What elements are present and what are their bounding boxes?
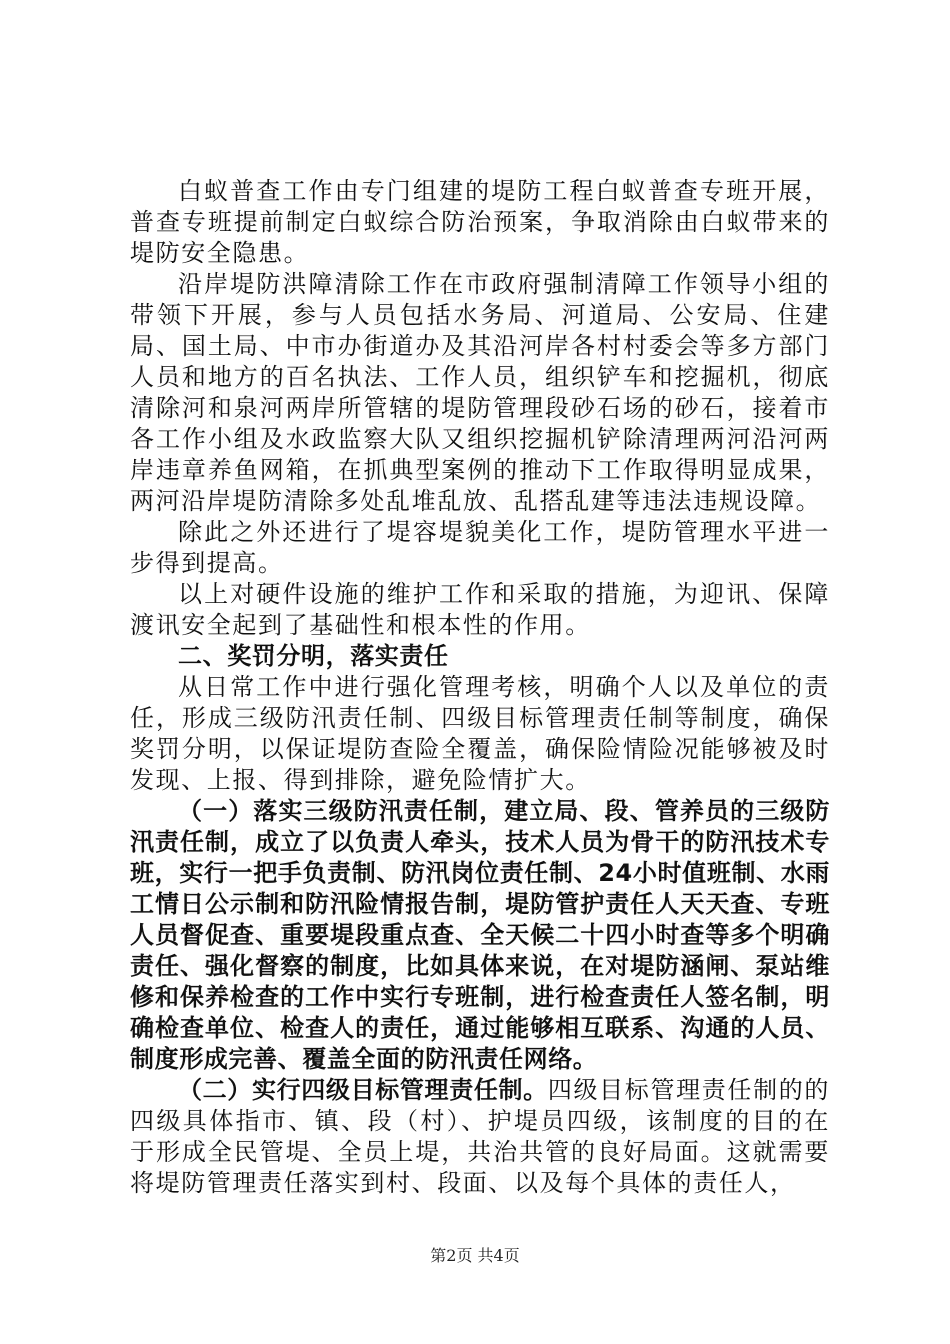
page-footer: 第2页 共4页	[430, 1246, 520, 1265]
paragraph-termite-survey: 白蚁普查工作由专门组建的堤防工程白蚁普查专班开展，普查专班提前制定白蚁综合防治预案，争取消除由白蚁带来的堤防安全隐患。	[130, 177, 830, 267]
paragraph-item-one: （一）落实三级防汛责任制，建立局、段、管养员的三级防汛责任制，成立了以负责人牵头，技术人员为骨干的防汛技术专班，实行一把手负责制、防汛岗位责任制、24小时值班制、水雨工情日公示制和防汛险情报告制，堤防管护责任人天天查、专班人员督促查、重要堤段重点查、全天候二十四小时查等多个明确责任、强化督察的制度，比如具体来说，在对堤防涵闸、泵站维修和保养检查的工作中实行专班制，进行检查责任人签名制，明确检查单位、检查人的责任，通过能够相互联系、沟通的人员、制度形成完善、覆盖全面的防汛责任网络。	[130, 797, 830, 1073]
paragraph-section-intro: 从日常工作中进行强化管理考核，明确个人以及单位的责任，形成三级防汛责任制、四级目标管理责任制等制度，确保奖罚分明，以保证堤防查险全覆盖，确保险情险况能够被及时发现、上报、得到排除，避免险情扩大。	[130, 673, 830, 794]
paragraph-item-two	[130, 1075, 830, 1199]
paragraph-embankment-beautification: 除此之外还进行了堤容堤貌美化工作，堤防管理水平进一步得到提高。	[130, 518, 830, 577]
item-two-body: 四级目标管理责任制的的四级具体指市、镇、段（村）、护堤员四级，该制度的目的在于形成全民管堤、全员上堤，共治共管的良好局面。这就需要将堤防管理责任落实到村、段面、以及每个具体的责任人，	[130, 1076, 830, 1197]
paragraph-facility-maintenance: 以上对硬件设施的维护工作和采取的措施，为迎讯、保障渡讯安全起到了基础性和根本性的作用。	[130, 580, 830, 639]
item-two-title: （二）实行四级目标管理责任制。	[178, 1076, 548, 1104]
paragraph-obstacle-clearing: 沿岸堤防洪障清除工作在市政府强制清障工作领导小组的带领下开展，参与人员包括水务局、河道局、公安局、住建局、国土局、中市办街道办及其沿河岸各村村委会等多方部门人员和地方的百名执法、工作人员，组织铲车和挖掘机，彻底清除河和泉河两岸所管辖的堤防管理段砂石场的砂石，接着市各工作小组及水政监察大队又组织挖掘机铲除清理两河沿河两岸违章养鱼网箱，在抓典型案例的推动下工作取得明显成果，两河沿岸堤防清除多处乱堆乱放、乱搭乱建等违法违规设障。	[130, 270, 830, 515]
section-heading: 二、奖罚分明，落实责任	[178, 642, 449, 670]
document-body	[130, 176, 830, 1199]
